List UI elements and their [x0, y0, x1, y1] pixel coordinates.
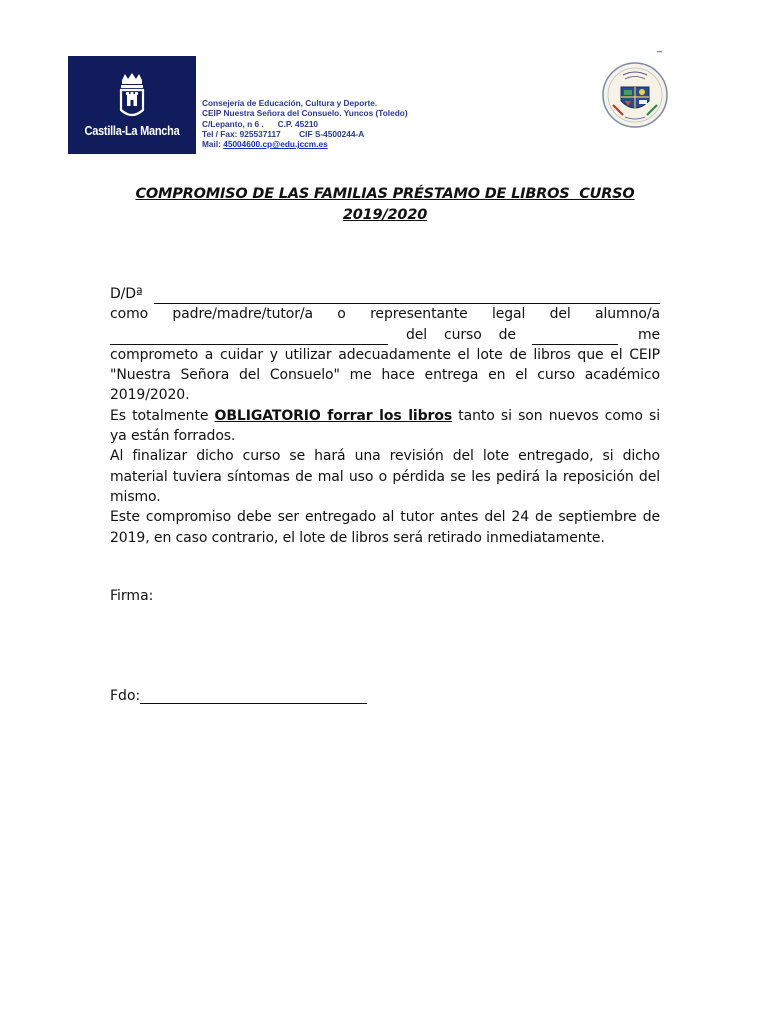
fdo-label: Fdo: — [110, 688, 141, 704]
role-row — [110, 304, 660, 324]
header-line-address: C/Lepanto, n 6 . C.P. 45210 — [202, 118, 319, 129]
word-del: del — [549, 306, 571, 323]
course-blank[interactable] — [532, 329, 618, 345]
word-o: o — [337, 306, 346, 323]
word-legal: legal — [491, 306, 526, 323]
word-alumno: alumno/a — [595, 306, 660, 323]
crown-emblem-icon — [118, 72, 146, 120]
header-line-phone: Tel / Fax: 925537117 CIF S-4500244-A — [202, 128, 365, 139]
school-seal-icon — [601, 61, 669, 129]
paragraph-deadline: Este compromiso debe ser entregado al tutor antes del 24 de septiembre de 2019, en caso contrario, el lote de libros será retirado inmediatamente. — [110, 509, 660, 546]
document-title — [110, 184, 660, 226]
word-como: como — [110, 306, 149, 323]
mail-link[interactable]: 45004600.cp@edu.jccm.es — [223, 139, 328, 150]
paragraph-review: Al finalizar dicho curso se hará una revisión del lote entregado, si dicho material tuviera síntomas de mal uso o pérdida se les pedirá la reposición del mismo. — [110, 448, 660, 505]
obligatory-intro: Es totalmente — [110, 407, 215, 424]
logo-caption: Castilla-La Mancha — [84, 124, 180, 138]
school-header-info — [202, 98, 408, 149]
signed-row — [110, 688, 367, 704]
mail-label: Mail: — [202, 139, 224, 150]
paragraph-commitment: comprometo a cuidar y utilizar adecuadamente el lote de libros que el CEIP "Nuestra Señora del Consuelo" me hace entrega en el curso académico 2019/2020. — [110, 346, 660, 404]
student-name-blank[interactable] — [110, 329, 388, 345]
course-label: del curso de — [406, 326, 516, 343]
castilla-la-mancha-logo — [68, 56, 196, 154]
word-me: me — [637, 326, 660, 343]
header-line-school: CEIP Nuestra Señora del Consuelo. Yuncos (Toledo) — [202, 108, 408, 119]
student-row — [110, 325, 660, 345]
paragraph-obligatory — [110, 406, 660, 447]
header-line-mail — [202, 139, 408, 149]
parent-name-blank[interactable] — [154, 288, 660, 304]
commitment-body — [110, 284, 660, 548]
word-representante: representante — [370, 306, 468, 323]
title-line-2: 2019/2020 — [342, 207, 428, 223]
word-role: padre/madre/tutor/a — [172, 306, 313, 323]
obligatory-emphasis: OBLIGATORIO forrar los libros — [214, 407, 453, 424]
header-line-ministry: Consejería de Educación, Cultura y Deporte. — [202, 98, 378, 108]
name-row — [110, 284, 660, 304]
dd-label: D/Dª — [110, 286, 143, 302]
signature-label: Firma: — [110, 588, 154, 604]
title-line-1: COMPROMISO DE LAS FAMILIAS PRÉSTAMO DE LIBROS CURSO — [135, 186, 635, 202]
signed-name-blank[interactable] — [140, 688, 367, 704]
obligatory-rest: tanto si son nuevos como si ya están forrados. — [110, 407, 660, 445]
corner-mark: _ — [657, 42, 662, 53]
